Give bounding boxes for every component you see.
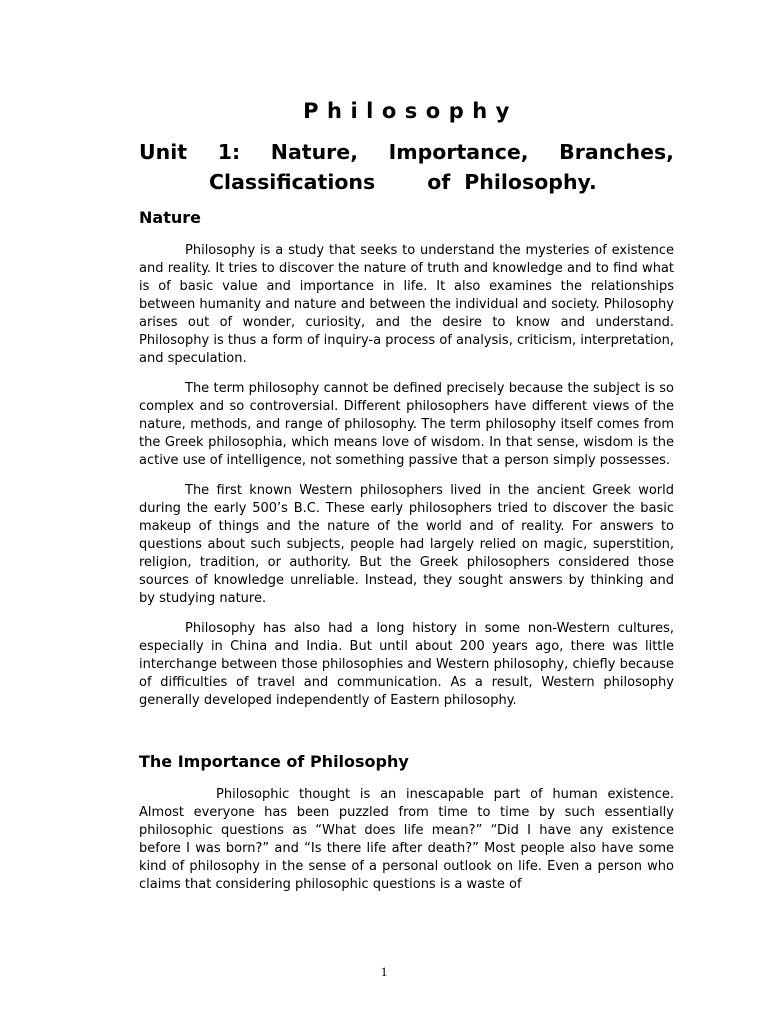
unit-heading-word: 1: xyxy=(217,140,241,164)
unit-heading-word: of xyxy=(427,170,451,194)
page-content xyxy=(139,96,674,894)
paragraph: Philosophic thought is an inescapable part of human existence. Almost everyone has been puzzled from time to time by such essentially philosophic questions as “What does life mean?” “Did I have any existence before I was born?” and “Is there life after death?” Most people also have some kind of philosophy in the sense of a personal outlook on life. Even a person who claims that considering philosophic questions is a waste of xyxy=(139,787,674,892)
unit-heading-line-1 xyxy=(139,137,674,167)
unit-heading-word: Nature, xyxy=(270,140,358,164)
unit-heading xyxy=(139,137,674,197)
unit-heading-word: Philosophy. xyxy=(464,170,597,194)
paragraph: The first known Western philosophers lived in the ancient Greek world during the early 500’s B.C. These early philosophers tried to discover the basic makeup of things and the nature of the world and of reality. For answers to questions about such subjects, people had largely relied on magic, superstition, religion, tradition, or authority. But the Greek philosophers considered those sources of knowledge unreliable. Instead, they sought answers by thinking and by studying nature. xyxy=(139,483,674,606)
section-heading-nature: Nature xyxy=(139,208,201,227)
unit-heading-word: Branches, xyxy=(559,140,674,164)
unit-heading-line-2 xyxy=(139,167,674,197)
paragraph: The term philosophy cannot be defined precisely because the subject is so complex and so controversial. Different philosophers have different views of the nature, methods, and range of philosophy. The term philosophy itself comes from the Greek philosophia, which means love of wisdom. In that sense, wisdom is the active use of intelligence, not something passive that a person simply possesses. xyxy=(139,381,674,468)
unit-heading-word: Classifications xyxy=(209,170,376,194)
unit-heading-word: Unit xyxy=(139,140,188,164)
page-number: 1 xyxy=(380,964,388,979)
paragraph: Philosophy is a study that seeks to understand the mysteries of existence and reality. It tries to discover the nature of truth and knowledge and to find what is of basic value and importance in life. It also examines the relationships between humanity and nature and between the individual and society. Philosophy arises out of wonder, curiosity, and the desire to know and understand. Philosophy is thus a form of inquiry-a process of analysis, criticism, interpretation, and speculation. xyxy=(139,243,674,366)
document-title: Philosophy xyxy=(303,99,518,123)
unit-heading-word: Importance, xyxy=(388,140,529,164)
section-heading-importance: The Importance of Philosophy xyxy=(139,752,409,771)
paragraph: Philosophy has also had a long history in some non-Western cultures, especially in China and India. But until about 200 years ago, there was little interchange between those philosophies and Western philosophy, chiefly because of difficulties of travel and communication. As a result, Western philosophy generally developed independently of Eastern philosophy. xyxy=(139,621,674,708)
